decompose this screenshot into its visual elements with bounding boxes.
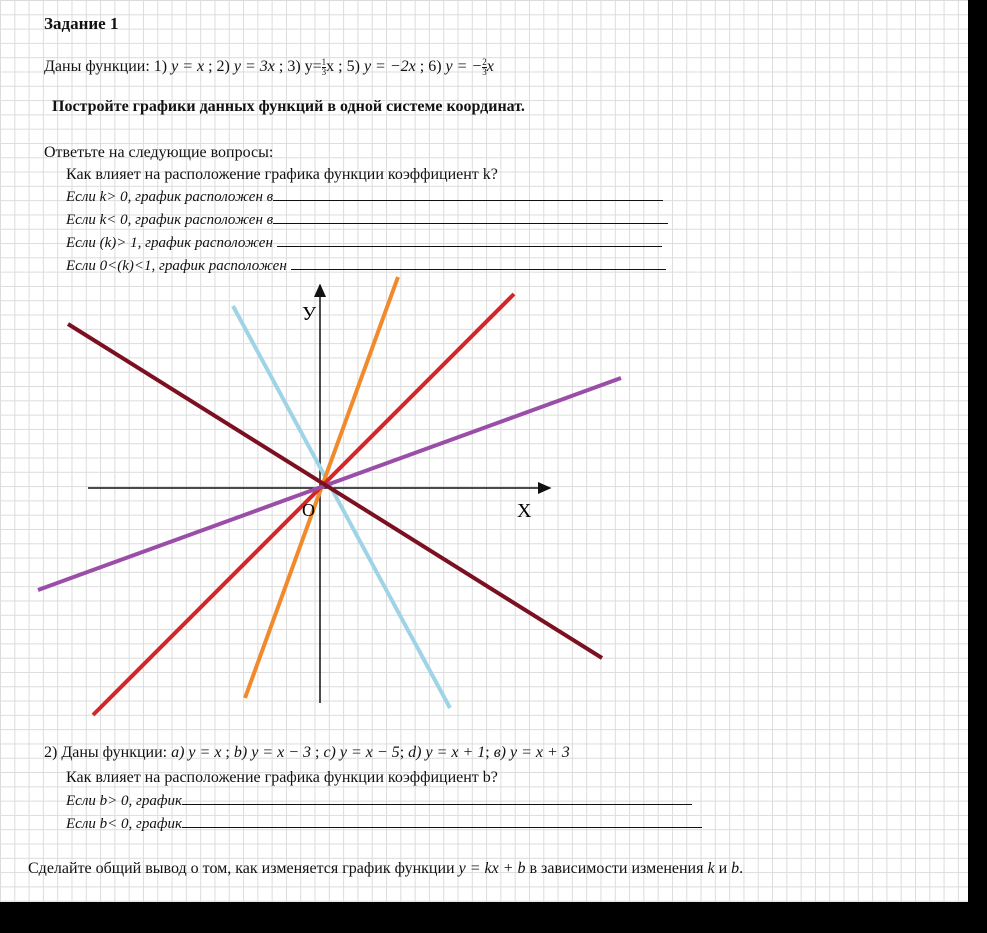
fraction-one-third: $\frac{1}{3}$ <box>321 57 327 77</box>
answer-prompt: Ответьте на следующие вопросы: <box>44 144 274 161</box>
answer-blank[interactable] <box>291 257 666 270</box>
answer-blank[interactable] <box>277 234 662 247</box>
b-line-1: Если b> 0, график <box>66 792 692 810</box>
y-axis-label: У <box>302 303 317 325</box>
answer-blank[interactable] <box>273 188 663 201</box>
answer-blank[interactable] <box>273 211 668 224</box>
right-border <box>968 0 987 933</box>
section2-functions: 2) Даны функции: а) y = x ; b) y = x − 3 ; c) y = x − 5; d) y = x + 1; в) y = x + 3 <box>44 744 570 761</box>
line-y-neg-two-thirds-x <box>68 324 602 658</box>
answer-blank[interactable] <box>182 815 702 828</box>
functions-list: Даны функции: 1) y = x ; 2) y = 3x ; 3) y= $\frac{1}{3}$ x ; 5) y = −2x ; 6) y = − $\frac{2}{3}$ x <box>44 57 494 77</box>
coordinate-graph <box>0 270 640 720</box>
conclusion: Сделайте общий вывод о том, как изменяется график функции y = kx + b в зависимости изменения k и b. <box>28 860 744 877</box>
k-line-2: Если k< 0, график расположен в <box>66 211 668 229</box>
origin-label: О <box>302 500 315 520</box>
task-instruction: Постройте графики данных функций в одной системе координат. <box>52 98 525 115</box>
question-b: Как влияет на расположение графика функции коэффициент b? <box>66 769 498 786</box>
task-title: Задание 1 <box>44 14 119 33</box>
answer-blank[interactable] <box>182 792 692 805</box>
k-line-3: Если (k)> 1, график расположен <box>66 234 662 252</box>
line-y-third-x <box>38 378 621 590</box>
k-line-1: Если k> 0, график расположен в <box>66 188 663 206</box>
x-axis-label: Х <box>517 500 532 522</box>
fraction-two-thirds: $\frac{2}{3}$ <box>482 57 487 77</box>
b-line-2: Если b< 0, график <box>66 815 702 833</box>
question-k: Как влияет на расположение графика функции коэффициент k? <box>66 166 498 183</box>
k-line-4: Если 0<(k)<1, график расположен <box>66 257 666 275</box>
